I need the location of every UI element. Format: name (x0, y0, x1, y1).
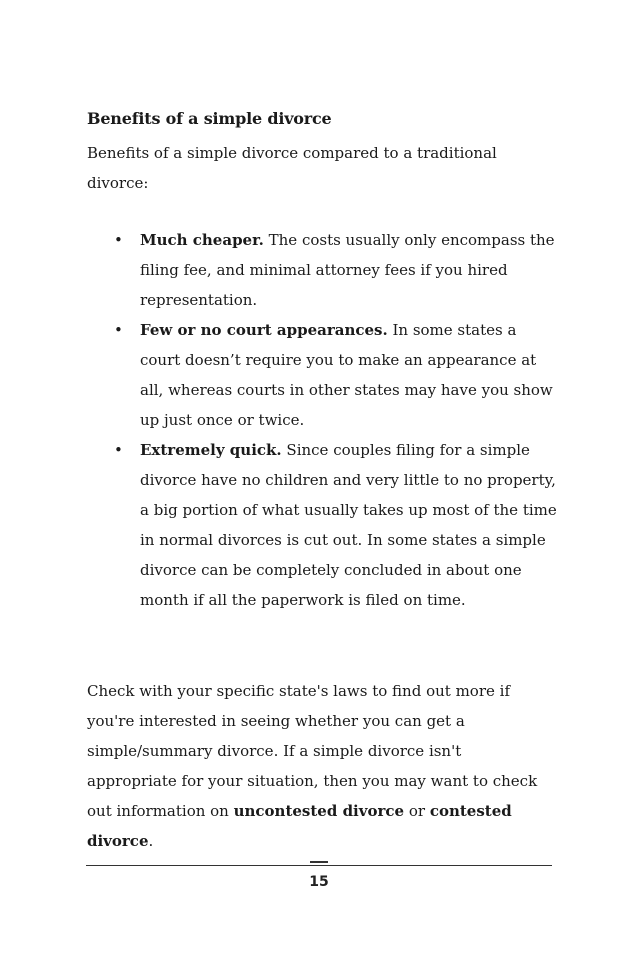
benefit-text: Since couples filing for a simple divorce have no children and very little to no property, a big portion of what usually takes up most of the time in normal divorces is cut out. In some states a simple divorce can be completely concluded in about one month if all the paperwork is filed on time. (140, 441, 557, 609)
benefit-lead: Extremely quick. (140, 441, 282, 459)
page-number: 15 (309, 874, 329, 890)
footer-divider (86, 865, 552, 866)
footer-tick (310, 861, 328, 863)
closing-paragraph (87, 676, 547, 856)
closing-text-end: . (148, 832, 154, 850)
benefit-lead: Few or no court appearances. (140, 321, 388, 339)
list-item (87, 315, 557, 435)
closing-text-or: or (404, 802, 430, 820)
intro-paragraph: Benefits of a simple divorce compared to a traditional divorce: (87, 144, 497, 192)
contested-divorce-link[interactable]: contested divorce (87, 802, 512, 850)
closing-text: Check with your specific state's laws to find out more if you're interested in seeing whether you can get a simple/summary divorce. If a simple divorce isn't appropriate for your situation, then you may want to check out information on (87, 682, 538, 820)
bullet-icon: • (114, 441, 123, 459)
benefit-text: The costs usually only encompass the filing fee, and minimal attorney fees if you hired representation. (140, 231, 555, 309)
list-item (87, 225, 557, 315)
benefit-text: In some states a court doesn’t require you to make an appearance at all, whereas courts in other states may have you show up just once or twice. (140, 321, 553, 429)
list-item (87, 435, 557, 615)
benefit-lead: Much cheaper. (140, 231, 264, 249)
bullet-icon: • (114, 321, 123, 339)
benefits-list (87, 225, 557, 615)
uncontested-divorce-link[interactable]: uncontested divorce (233, 802, 405, 820)
section-heading: Benefits of a simple divorce (87, 109, 332, 128)
bullet-icon: • (114, 231, 123, 249)
